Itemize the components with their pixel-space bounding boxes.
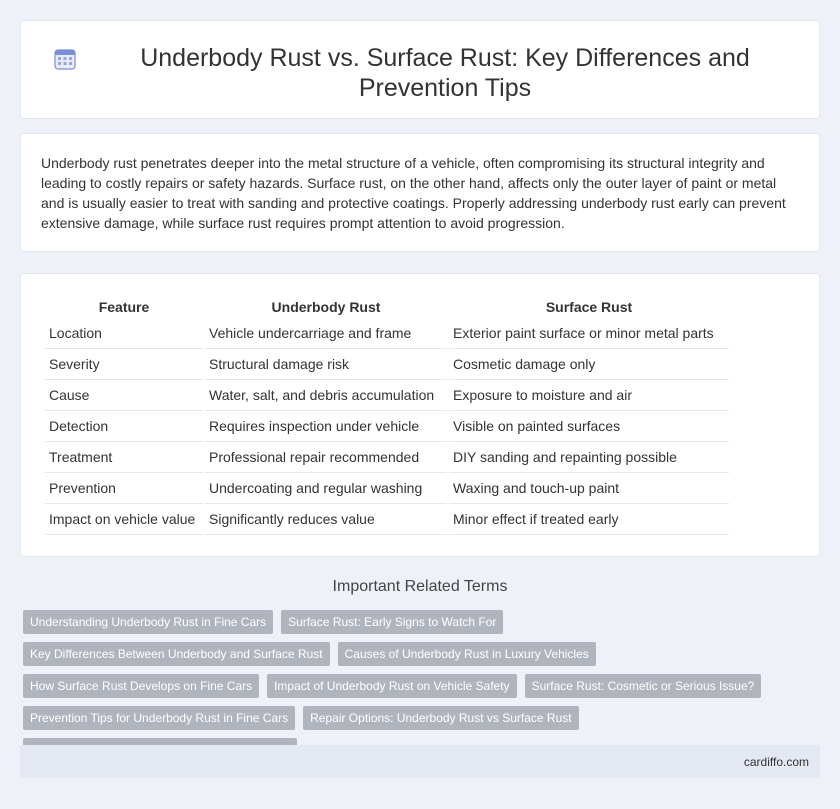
cell-underbody: Vehicle undercarriage and frame xyxy=(205,318,447,349)
table-row xyxy=(45,380,729,411)
cell-underbody: Structural damage risk xyxy=(205,349,447,380)
cell-feature: Cause xyxy=(45,380,203,411)
table-header-row xyxy=(45,296,729,318)
cell-surface: Cosmetic damage only xyxy=(449,349,729,380)
cell-feature: Location xyxy=(45,318,203,349)
table-row xyxy=(45,442,729,473)
cell-underbody: Undercoating and regular washing xyxy=(205,473,447,504)
cell-underbody: Requires inspection under vehicle xyxy=(205,411,447,442)
footer xyxy=(20,745,820,778)
related-term-tag[interactable]: Repair Options: Underbody Rust vs Surface Rust xyxy=(303,706,578,730)
header-feature: Feature xyxy=(98,299,150,315)
related-term-tag[interactable]: Prevention Tips for Underbody Rust in Fine Cars xyxy=(23,706,295,730)
related-term-tag[interactable]: Surface Rust: Early Signs to Watch For xyxy=(281,610,503,634)
related-term-tag[interactable]: Understanding Underbody Rust in Fine Cars xyxy=(23,610,273,634)
table-row xyxy=(45,349,729,380)
header-surface-rust: Surface Rust xyxy=(545,299,633,315)
related-term-tag[interactable]: Key Differences Between Underbody and Surface Rust xyxy=(23,642,330,666)
related-term-tag[interactable]: Causes of Underbody Rust in Luxury Vehicles xyxy=(338,642,596,666)
cell-feature: Treatment xyxy=(45,442,203,473)
cell-surface: Exposure to moisture and air xyxy=(449,380,729,411)
cell-surface: DIY sanding and repainting possible xyxy=(449,442,729,473)
related-term-tag[interactable]: How Surface Rust Develops on Fine Cars xyxy=(23,674,259,698)
cell-underbody: Professional repair recommended xyxy=(205,442,447,473)
table-row xyxy=(45,504,729,535)
summary-card xyxy=(20,133,820,252)
cell-feature: Impact on vehicle value xyxy=(45,504,203,535)
cell-surface: Minor effect if treated early xyxy=(449,504,729,535)
cell-underbody: Significantly reduces value xyxy=(205,504,447,535)
footer-site-link[interactable]: cardiffo.com xyxy=(743,755,809,769)
cell-surface: Exterior paint surface or minor metal parts xyxy=(449,318,729,349)
cell-surface: Visible on painted surfaces xyxy=(449,411,729,442)
cell-feature: Detection xyxy=(45,411,203,442)
header-underbody-rust: Underbody Rust xyxy=(271,299,381,315)
page-title: Underbody Rust vs. Surface Rust: Key Differences and Prevention Tips xyxy=(140,44,750,102)
related-term-tag[interactable]: Surface Rust: Cosmetic or Serious Issue? xyxy=(525,674,762,698)
table-row xyxy=(45,411,729,442)
summary-text: Underbody rust penetrates deeper into the metal structure of a vehicle, often compromising its structural integrity and leading to costly repairs or safety hazards. Surface rust, on the other hand, affects only the outer layer of paint or metal and is usually easier to treat with sanding and protective coatings. Properly addressing underbody rust early can prevent extensive damage, while surface rust requires prompt attention to avoid progression. xyxy=(41,155,786,231)
related-term-tag[interactable]: Impact of Underbody Rust on Vehicle Safety xyxy=(267,674,516,698)
comparison-table xyxy=(43,296,731,535)
cell-feature: Prevention xyxy=(45,473,203,504)
comparison-table-card xyxy=(20,273,820,557)
table-row xyxy=(45,473,729,504)
related-terms-title: Important Related Terms xyxy=(332,578,508,595)
cell-underbody: Water, salt, and debris accumulation xyxy=(205,380,447,411)
cell-feature: Severity xyxy=(45,349,203,380)
table-row xyxy=(45,318,729,349)
calendar-icon xyxy=(53,47,77,71)
header-card xyxy=(20,20,820,119)
cell-surface: Waxing and touch-up paint xyxy=(449,473,729,504)
